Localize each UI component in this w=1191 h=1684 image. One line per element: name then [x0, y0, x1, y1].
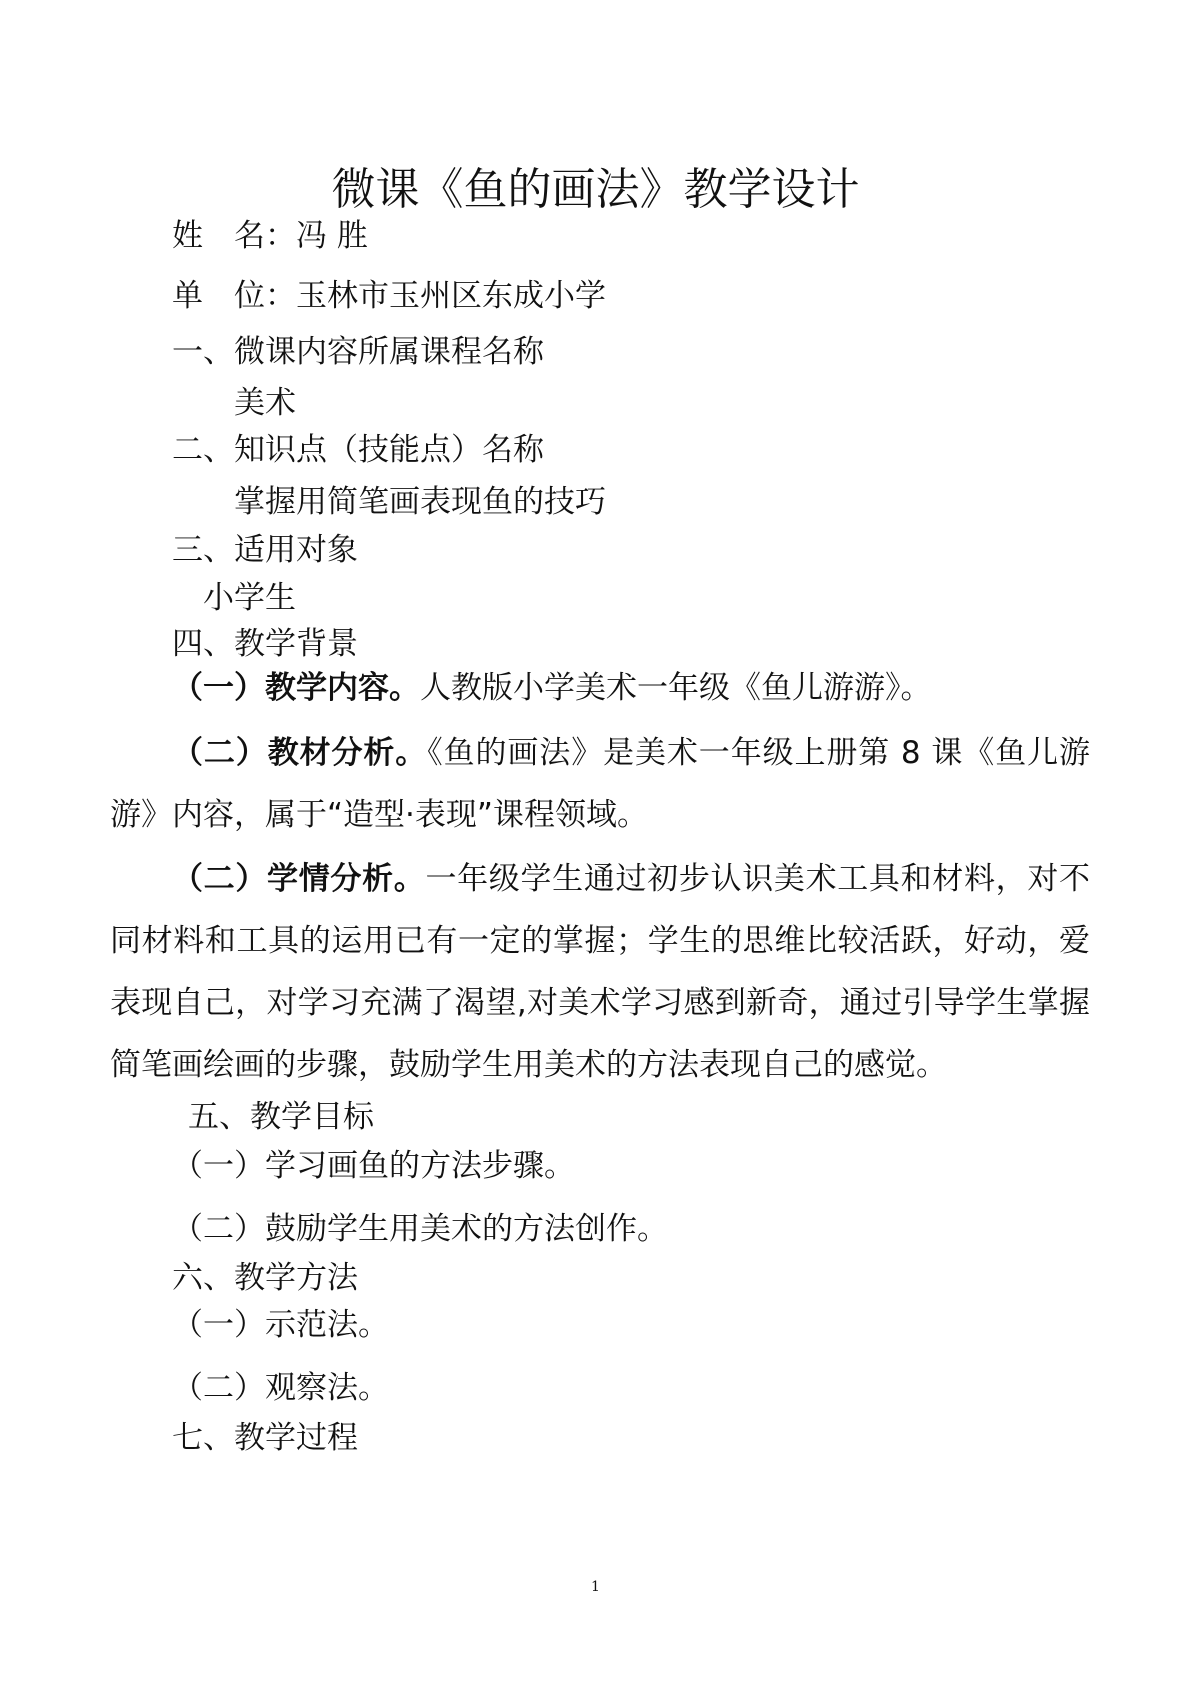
section-7-heading: 七、教学过程 — [172, 1420, 358, 1456]
document-title: 微课《鱼的画法》教学设计 — [331, 164, 860, 215]
teaching-content-label: （一）教学内容。 — [172, 670, 420, 706]
section-3-heading: 三、适用对象 — [172, 532, 358, 568]
section-5-item-1: （一）学习画鱼的方法步骤。 — [172, 1148, 575, 1184]
section-5-heading: 五、教学目标 — [188, 1099, 374, 1135]
section-1-content: 美术 — [234, 385, 296, 421]
section-2-heading: 二、知识点（技能点）名称 — [172, 432, 544, 468]
teaching-content-text: 人教版小学美术一年级《鱼儿游游》。 — [420, 670, 932, 706]
section-2-content: 掌握用简笔画表现鱼的技巧 — [234, 484, 606, 520]
learner-analysis-text: 一年级学生通过初步认识美术工具和材料，对不同材料和工具的运用已有一定的掌握；学生的思维比较活跃，好动，爱表现自己，对学习充满了渴望,对美术学习感到新奇，通过引导学生掌握简笔画绘画的步骤，鼓励学生用美术的方法表现自己的感觉。 — [110, 861, 1091, 1083]
section-3-content: 小学生 — [203, 580, 296, 616]
material-analysis-paragraph — [110, 722, 1090, 846]
section-4-heading: 四、教学背景 — [172, 626, 358, 662]
learner-analysis-label: （二）学情分析。 — [172, 861, 426, 897]
author-unit: 单 位：玉林市玉州区东成小学 — [172, 278, 606, 314]
material-analysis-text: 《鱼的画法》是美术一年级上册第 8 课《鱼儿游游》内容，属于“造型·表现”课程领域。 — [110, 735, 1091, 833]
material-analysis-label: （二）教材分析。 — [172, 735, 428, 771]
section-6-item-2: （二）观察法。 — [172, 1370, 389, 1406]
teaching-content-paragraph — [172, 668, 932, 708]
section-6-heading: 六、教学方法 — [172, 1260, 358, 1296]
page-number: 1 — [591, 1579, 600, 1595]
author-name: 姓 名：冯 胜 — [172, 218, 368, 254]
section-5-item-2: （二）鼓励学生用美术的方法创作。 — [172, 1211, 668, 1247]
section-1-heading: 一、微课内容所属课程名称 — [172, 334, 544, 370]
section-6-item-1: （一）示范法。 — [172, 1307, 389, 1343]
learner-analysis-paragraph — [110, 848, 1090, 1096]
